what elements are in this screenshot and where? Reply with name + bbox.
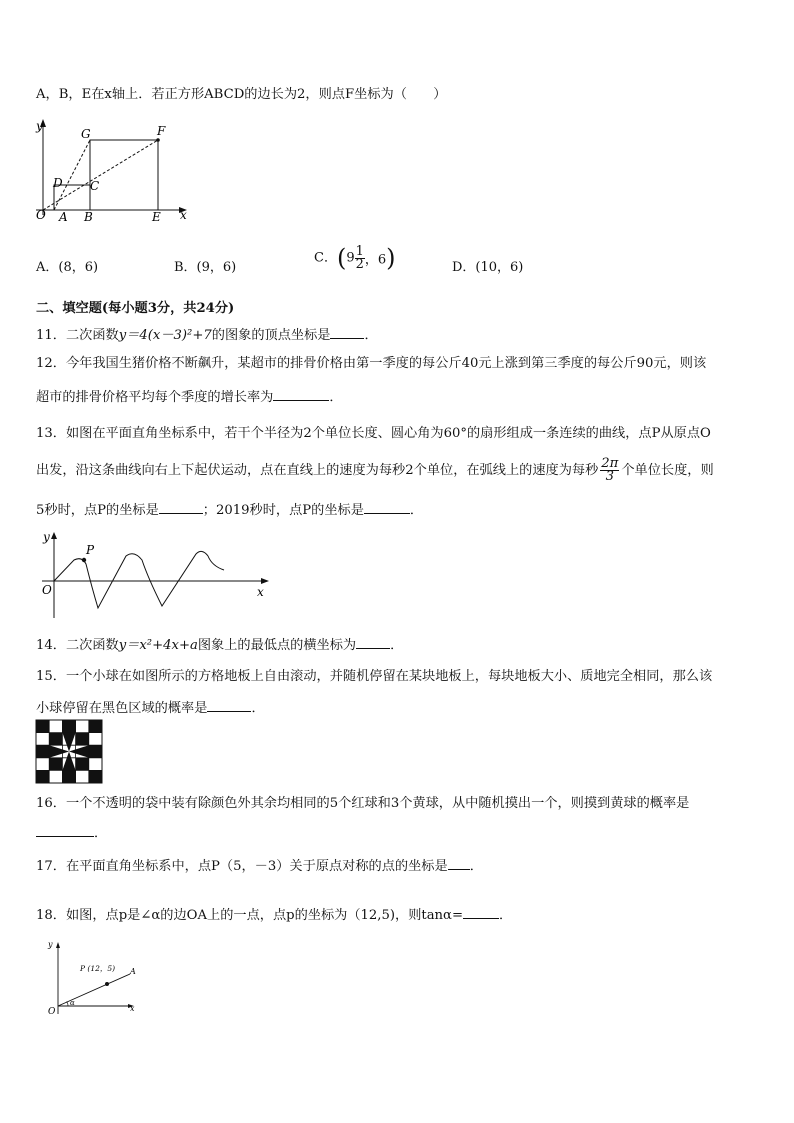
y-arrow: [56, 942, 60, 948]
option-c-rparen: ): [386, 244, 396, 272]
q15-line1: 15．一个小球在如图所示的方格地板上自由滚动，并随机停留在某块地板上，每块地板大小、质地完全相同，那么该: [36, 669, 713, 684]
label-x: x: [180, 208, 187, 222]
black-tile: [49, 758, 62, 771]
black-tile: [76, 733, 89, 746]
q16-line2: ．: [36, 822, 107, 841]
q18-answer-blank[interactable]: [463, 906, 499, 919]
label-x: x: [130, 1004, 135, 1013]
q11-answer-blank[interactable]: [330, 326, 364, 339]
label-p: P (12，5): [80, 964, 116, 973]
label-y: y: [36, 119, 43, 133]
q15-answer-blank[interactable]: [207, 699, 251, 712]
q11: 11．二次函数y＝4(x－3)²+7的图象的顶点坐标是 ．: [36, 328, 378, 343]
black-tile: [89, 720, 102, 733]
label-alpha: α: [70, 999, 75, 1007]
label-g: G: [81, 127, 91, 141]
option-c-rest: ，6: [364, 252, 387, 268]
q16-line1: 16．一个不透明的袋中装有除颜色外其余均相同的5个红球和3个黄球，从中随机摸出一个，则摸到黄球的概率是: [36, 796, 690, 811]
q13-answer-blank-2[interactable]: [364, 501, 410, 514]
black-tile: [76, 758, 89, 771]
y-arrow: [51, 532, 57, 539]
q17-answer-blank[interactable]: [448, 857, 470, 870]
label-d: D: [53, 176, 63, 190]
black-tile: [49, 733, 62, 746]
black-tile: [89, 745, 102, 758]
black-tile: [62, 770, 75, 783]
q10-square-diagram: [32, 115, 202, 227]
q18: 18．如图，点p是∠α的边OA上的一点，点p的坐标为（12,5)，则tanα= ．: [36, 908, 513, 923]
section-heading: 二、填空题(每小题3分，共24分): [36, 301, 235, 316]
q13-line2: 出发，沿这条曲线向右上下起伏运动，点在直线上的速度为每秒2个单位，在弧线上的速度为每秒 $\frac{2\pi}{3}$ 个单位长度，则: [36, 456, 714, 484]
label-o: O: [42, 583, 52, 597]
black-tile: [36, 770, 49, 783]
label-a: A: [59, 210, 68, 224]
q16-answer-blank[interactable]: [36, 824, 94, 837]
label-e: E: [152, 210, 161, 224]
q12-line1: 12．今年我国生猪价格不断飙升，某超市的排骨价格由第一季度的每公斤40元上涨到第三季度的每公斤90元，则该: [36, 356, 707, 371]
point-f: [156, 138, 160, 142]
q14-formula: y＝x²+4x+a: [118, 638, 198, 653]
label-f: F: [157, 124, 166, 138]
option-c-whole: 9: [346, 250, 355, 266]
q12-line2: 超市的排骨价格平均每个季度的增长率为 ．: [36, 390, 343, 405]
q13-wave-graph: [38, 528, 273, 623]
q14: 14．二次函数y＝x²+4x+a图象上的最低点的横坐标为 ．: [36, 638, 404, 653]
option-c-prefix: C．: [314, 250, 337, 266]
option-c[interactable]: [314, 244, 396, 272]
black-tile: [62, 720, 75, 733]
q15-line2: 小球停留在黑色区域的概率是 ．: [36, 701, 265, 716]
label-p: P: [86, 543, 95, 557]
q13-line1: 13．如图在平面直角坐标系中，若干个半径为2个单位长度、圆心角为60°的扇形组成一条连续的曲线，点P从原点O: [36, 426, 711, 441]
q13-fraction: $\frac{2\pi}{3}$: [601, 456, 619, 484]
option-c-fraction: $\frac{1}{2}$: [355, 243, 364, 272]
black-tile: [89, 770, 102, 783]
label-y: y: [48, 940, 53, 949]
x-arrow: [261, 578, 269, 584]
ray-oa: [58, 974, 130, 1006]
q12-answer-blank[interactable]: [273, 388, 329, 401]
q18-angle-graph: [44, 938, 144, 1018]
black-tile: [36, 745, 49, 758]
q14-answer-blank[interactable]: [356, 636, 390, 649]
q13-line3: 5秒时，点P的坐标是 ；2019秒时，点P的坐标是 ．: [36, 503, 424, 518]
option-d[interactable]: D．(10，6): [452, 260, 524, 275]
q10-text: A，B，E在x轴上．若正方形ABCD的边长为2，则点F坐标为（ ）: [36, 87, 447, 102]
point-p: [82, 558, 86, 562]
option-c-lparen: (: [336, 244, 347, 272]
label-x: x: [257, 585, 264, 599]
black-tile: [36, 720, 49, 733]
q13-answer-blank-1[interactable]: [159, 501, 203, 514]
label-o: O: [48, 1007, 56, 1017]
label-y: y: [43, 530, 50, 544]
label-b: B: [84, 210, 93, 224]
point-p: [105, 982, 109, 986]
q15-tile-grid: [36, 720, 102, 783]
dashed-ag: [54, 140, 90, 210]
option-b[interactable]: B．(9，6): [174, 260, 237, 275]
q11-formula: y＝4(x－3)²+7: [118, 328, 212, 343]
label-o: O: [36, 208, 46, 222]
q17: 17．在平面直角坐标系中，点P（5，－3）关于原点对称的点的坐标是 ．: [36, 859, 483, 874]
dashed-of: [43, 140, 158, 210]
label-a: A: [130, 967, 136, 976]
label-c: C: [90, 179, 100, 193]
option-a[interactable]: A．(8，6): [36, 260, 99, 275]
wave-curve: [54, 551, 224, 608]
